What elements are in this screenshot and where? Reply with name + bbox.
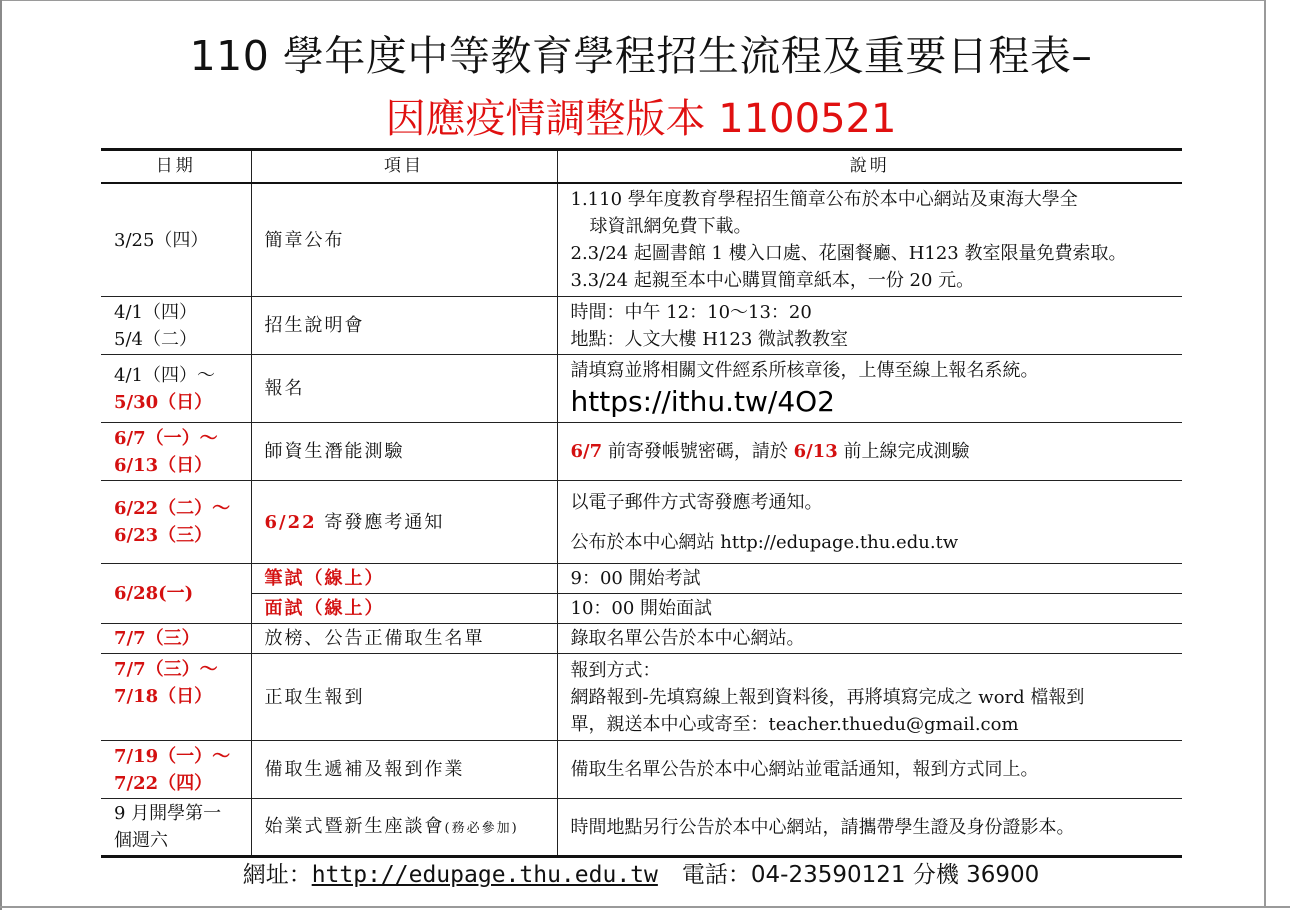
page-title: 110 學年度中等教育學程招生流程及重要日程表– [189,32,1093,80]
item-text: 簡章公布 [264,229,345,251]
item-cell [251,564,557,594]
item-cell [251,624,557,654]
description-cell [557,594,1182,624]
description-text: 前上線完成測驗 [837,441,970,462]
header-item: 項目 [251,150,557,184]
item-cell [251,355,557,423]
table-row [101,654,1182,741]
date-text: 6/22（二）～ [114,498,231,519]
description-line: 請填寫並將相關文件經系所核章後，上傳至線上報名系統。 [570,360,1039,381]
description-line: 3.3/24 起親至本中心購買簡章紙本，一份 20 元。 [570,270,975,291]
item-cell [251,654,557,741]
date-text: 7/7（三）～ [114,659,218,680]
item-text: 筆試（線上） [264,568,385,589]
description-line: 2.3/24 起圖書館 1 樓入口處、花園餐廳、H123 教室限量免費索取。 [570,243,1127,264]
description-cell [557,183,1182,297]
description-cell [557,297,1182,355]
description-cell [557,624,1182,654]
description-line: 時間：中午 12：10～13：20 [570,301,812,323]
page-border-top [0,0,1264,1]
highlight-date: 6/7 [570,441,603,462]
table-row [101,624,1182,654]
highlight-date: 6/13 [793,441,838,462]
date-text: 3/25（四） [114,229,209,251]
highlight-date: 6/22 [264,511,317,533]
date-text: 7/18（日） [114,686,213,707]
description-line: 網路報到-先填寫線上報到資料後，再將填寫完成之 word 檔報到 [570,686,1085,708]
description-line: 單，親送本中心或寄至：teacher.thuedu@gmail.com [570,713,1019,735]
item-text: 放榜、公告正備取生名單 [264,628,485,649]
description-line: 地點：人文大樓 H123 微試教教室 [570,328,848,350]
footer [0,858,1282,892]
item-text: 師資生潛能測驗 [264,441,405,462]
footer-url-label: 網址： [242,862,312,888]
description-text: 前寄發帳號密碼，請於 [602,441,794,462]
description-text: 9：00 開始考試 [570,568,701,589]
table-row [101,799,1182,857]
item-note: (務必參加) [444,820,519,836]
date-text: 6/7（一）～ [114,427,218,449]
table-row [101,594,1182,624]
table-row [101,564,1182,594]
date-cell [101,624,251,654]
table-row [101,741,1182,799]
item-cell [251,799,557,857]
date-cell [101,654,251,741]
description-text: 時間地點另行公告於本中心網站，請攜帶學生證及身份證影本。 [570,816,1075,838]
date-text: 5/30（日） [114,391,213,413]
page-subtitle: 因應疫情調整版本 1100521 [385,96,897,142]
registration-link[interactable]: https://ithu.tw/4O2 [570,385,835,418]
description-cell [557,799,1182,857]
description-cell [557,481,1182,564]
item-text: 招生說明會 [264,315,365,336]
date-text: 4/1（四） [114,301,197,323]
item-text: 備取生遞補及報到作業 [264,759,465,780]
item-cell [251,481,557,564]
description-text: 10：00 開始面試 [570,598,713,619]
description-line: 報到方式： [570,659,661,681]
footer-phone: 電話：04-23590121 分機 36900 [681,862,1040,888]
schedule-table [101,148,1182,858]
item-cell [251,423,557,481]
item-text: 報名 [264,378,305,399]
description-line: 以電子郵件方式寄發應考通知。 [570,491,823,513]
item-cell [251,183,557,297]
date-text: 6/13（日） [114,454,213,476]
description-line: 1.110 學年度教育學程招生簡章公布於本中心網站及東海大學全 [570,189,1078,210]
table-header-row [101,150,1182,184]
item-text: 面試（線上） [264,598,385,619]
description-line: 公布於本中心網站 http://edupage.thu.edu.tw [570,531,959,553]
date-text: 7/19（一）～ [114,745,231,767]
description-cell [557,355,1182,423]
date-text: 7/7（三） [114,628,200,649]
date-cell [101,297,251,355]
item-text: 正取生報到 [264,686,365,708]
table-row [101,183,1182,297]
header-description: 說明 [557,150,1182,184]
table-row [101,297,1182,355]
date-text: 7/22（四） [114,772,213,794]
description-cell [557,741,1182,799]
table-row [101,423,1182,481]
description-text: 備取生名單公告於本中心網站並電話通知，報到方式同上。 [570,759,1039,780]
date-text: 6/23（三） [114,525,213,546]
date-cell [101,183,251,297]
description-cell [557,654,1182,741]
description-line: 球資訊網免費下載。 [589,216,752,237]
item-text: 寄發應考通知 [316,511,445,533]
date-cell [101,355,251,423]
table-row [101,481,1182,564]
date-cell [101,799,251,857]
item-cell [251,297,557,355]
date-cell [101,564,251,624]
date-cell [101,741,251,799]
date-text: 5/4（二） [114,328,197,350]
description-cell [557,423,1182,481]
item-text: 始業式暨新生座談會 [264,815,445,837]
date-cell [101,423,251,481]
date-cell [101,481,251,564]
item-cell [251,741,557,799]
page-border-bottom [0,906,1290,908]
table-row [101,355,1182,423]
date-text: 4/1（四）～ [114,364,215,386]
description-text: 錄取名單公告於本中心網站。 [570,628,805,649]
footer-website-link[interactable]: http://edupage.thu.edu.tw [311,862,658,888]
date-text: 個週六 [114,830,168,851]
item-cell [251,594,557,624]
date-text: 9 月開學第一 [114,803,222,824]
date-text: 6/28(一) [114,583,194,604]
description-cell [557,564,1182,594]
header-date: 日期 [101,150,251,184]
